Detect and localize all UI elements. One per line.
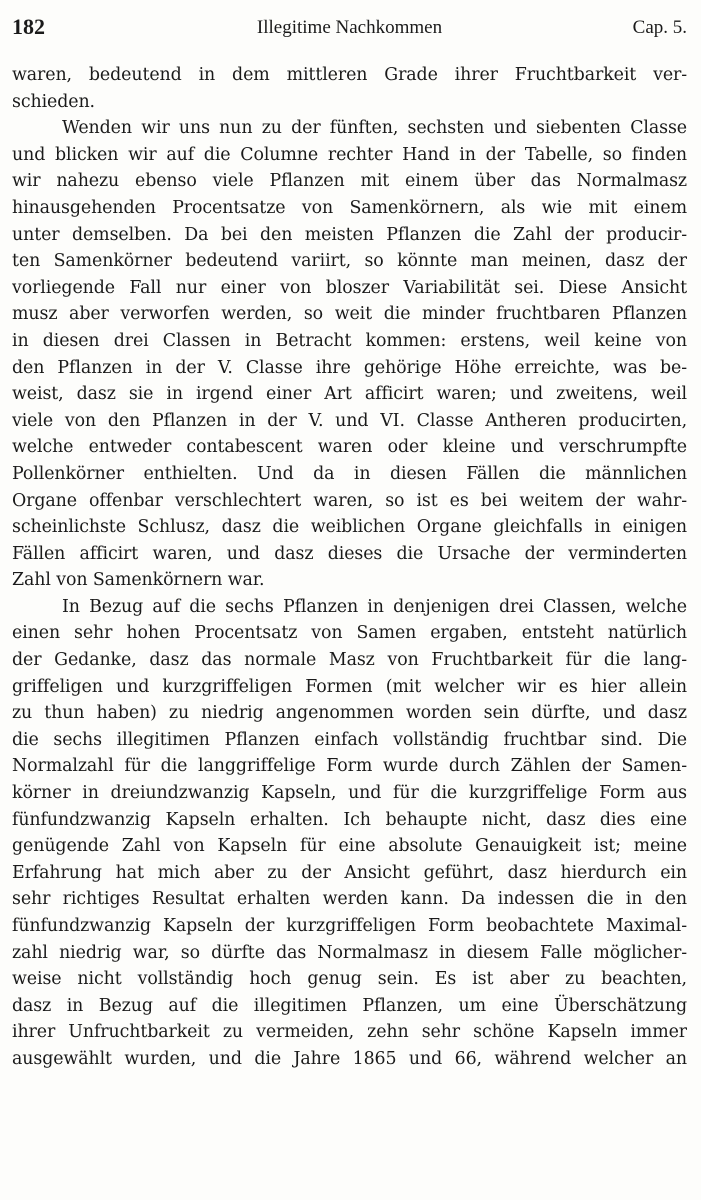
text-line: musz aber verworfen werden, so weit die minder fruchtbaren Pflanzen [12,304,687,325]
text-line: scheinlichste Schlusz, dasz die weiblichen Organe gleichfalls in einigen [12,517,687,538]
text-line: Organe offenbar verschlechtert waren, so ist es bei weitem der wahr- [12,490,687,511]
text-line: In Bezug auf die sechs Pflanzen in denjenigen drei Classen, welche [62,596,687,617]
text-line: vorliegende Fall nur einer von bloszer Variabilität sei. Diese Ansicht [12,277,687,298]
text-line: griffeligen und kurzgriffeligen Formen (mit welcher wir es hier allein [12,676,687,697]
paragraph [12,115,687,594]
text-line: in diesen drei Classen in Betracht kommen: erstens, weil keine von [12,330,687,351]
text-line: Zahl von Samenkörnern war. [12,570,265,591]
text-line: viele von den Pflanzen in der V. und VI. Classe Antheren producirten, [12,410,687,431]
text-line: Fällen afficirt waren, und dasz dieses die Ursache der verminderten [12,543,687,564]
text-line: Normalzahl für die langgriffelige Form wurde durch Zählen der Samen- [12,756,687,777]
text-line: zahl niedrig war, so dürfte das Normalmasz in diesem Falle möglicher- [12,942,687,963]
text-line: ausgewählt wurden, und die Jahre 1865 und 66, während welcher an [12,1048,687,1069]
text-line: waren, bedeutend in dem mittleren Grade ihrer Fruchtbarkeit ver- [12,65,687,85]
text-line: welche entweder contabescent waren oder kleine und verschrumpfte [12,437,687,458]
text-line: Wenden wir uns nun zu der fünften, sechsten und siebenten Classe [62,118,687,139]
text-line: genügende Zahl von Kapseln für eine absolute Genauigkeit ist; meine [12,836,687,857]
text-line: fünfundzwanzig Kapseln erhalten. Ich behaupte nicht, dasz dies eine [12,809,687,830]
text-line: und blicken wir auf die Columne rechter Hand in der Tabelle, so finden [12,144,687,165]
text-line: der Gedanke, dasz das normale Masz von Fruchtbarkeit für die lang- [12,650,687,671]
text-line: ten Samenkörner bedeutend variirt, so könnte man meinen, dasz der [12,251,687,272]
paragraph [12,62,687,115]
text-line: fünfundzwanzig Kapseln der kurzgriffeligen Form beobachtete Maximal- [12,916,687,936]
text-line: weist, dasz sie in irgend einer Art afficirt waren; und zweitens, weil [12,384,687,405]
text-line: Erfahrung hat mich aber zu der Ansicht geführt, dasz hierdurch ein [12,862,687,883]
page-header [12,14,687,44]
page-body [12,62,687,1073]
running-title: Illegitime Nachkommen [256,17,443,38]
text-line: schieden. [12,91,95,112]
paragraph [12,594,687,1073]
text-line: einen sehr hohen Procentsatz von Samen ergaben, entsteht natürlich [12,623,687,644]
text-line: dasz in Bezug auf die illegitimen Pflanzen, um eine Überschätzung [12,995,687,1016]
text-line: unter demselben. Da bei den meisten Pflanzen die Zahl der producir- [12,224,687,245]
text-line: Pollenkörner enthielten. Und da in diesen Fällen die männlichen [12,463,687,484]
text-line: hinausgehenden Procentsatze von Samenkörnern, als wie mit einem [12,197,687,218]
text-line: körner in dreiundzwanzig Kapseln, und für die kurzgriffelige Form aus [12,783,687,804]
text-line: den Pflanzen in der V. Classe ihre gehörige Höhe erreichte, was be- [12,357,687,378]
text-line: ihrer Unfruchtbarkeit zu vermeiden, zehn sehr schöne Kapseln immer [12,1022,687,1043]
text-line: weise nicht vollständig hoch genug sein. Es ist aber zu beachten, [12,969,687,990]
chapter-label: Cap. 5. [632,17,687,38]
text-line: zu thun haben) zu niedrig angenommen worden sein dürfte, und dasz [12,703,687,724]
text-line: sehr richtiges Resultat erhalten werden kann. Da indessen die in den [12,889,687,910]
page-number: 182 [12,14,45,39]
text-line: die sechs illegitimen Pflanzen einfach vollständig fruchtbar sind. Die [12,729,687,750]
text-line: wir nahezu ebenso viele Pflanzen mit einem über das Normalmasz [12,171,687,192]
